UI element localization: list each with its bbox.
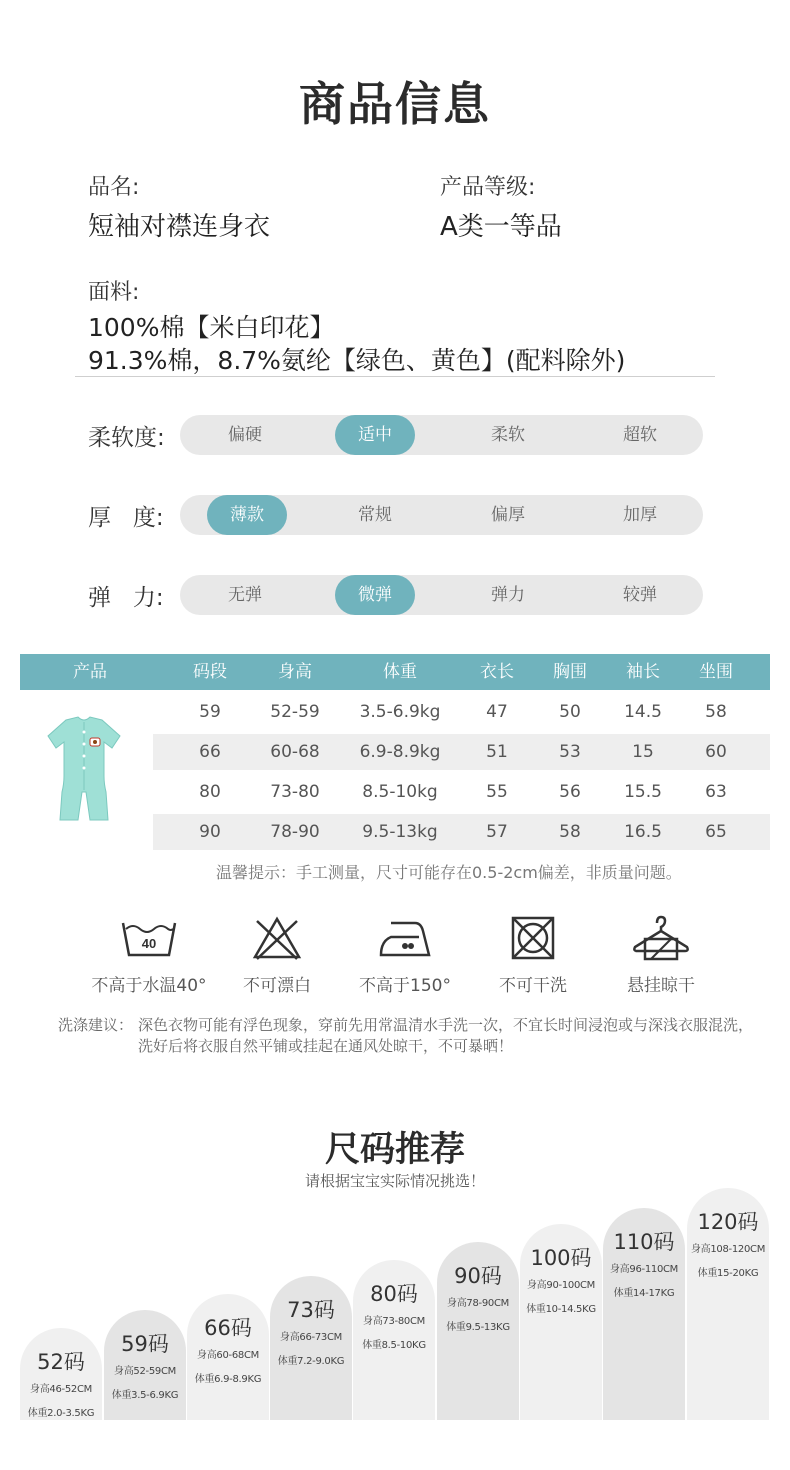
table-row	[153, 694, 770, 730]
care-item	[586, 915, 736, 996]
cell-length: 57	[486, 822, 508, 842]
cell-weight: 9.5-13kg	[362, 822, 438, 842]
bar-size: 100码	[530, 1246, 592, 1270]
elasticity-label: 弹 力:	[88, 585, 164, 611]
cell-seat: 65	[705, 822, 727, 842]
bar-weight: 体重2.0-3.5KG	[27, 1408, 95, 1419]
wash-temp: 40	[141, 936, 157, 951]
softness-option: 超软	[623, 425, 657, 445]
cell-size: 90	[199, 822, 221, 842]
bar-weight: 体重9.5-13KG	[446, 1322, 510, 1333]
cell-chest: 50	[559, 702, 581, 722]
header-seat: 坐围	[699, 662, 733, 682]
care-label: 悬挂晾干	[627, 976, 695, 996]
divider	[75, 376, 715, 377]
cell-sleeve: 15.5	[624, 782, 662, 802]
size-bar	[187, 1294, 269, 1420]
care-label: 不高于水温40°	[91, 976, 207, 996]
wash-advice-text: 深色衣物可能有浮色现象，穿前先用常温清水手洗一次，不宜长时间浸泡或与深浅衣服混洗，洗好后将衣服自然平铺或挂起在通风处晾干，不可暴晒！	[138, 1016, 754, 1055]
bar-height: 身高66-73CM	[280, 1332, 342, 1343]
header-height: 身高	[278, 662, 312, 682]
elasticity-option: 较弹	[623, 585, 657, 605]
bar-weight: 体重3.5-6.9KG	[111, 1390, 179, 1401]
recommend-subtitle: 请根据宝宝实际情况挑选！	[304, 1172, 485, 1190]
bar-weight: 体重8.5-10KG	[362, 1340, 426, 1351]
bar-height: 身高52-59CM	[114, 1366, 176, 1377]
size-bar	[520, 1224, 602, 1420]
size-bar	[687, 1188, 769, 1420]
grade-value: A类一等品	[440, 212, 562, 242]
cell-chest: 56	[559, 782, 581, 802]
header-product: 产品	[73, 662, 107, 682]
care-label: 不可漂白	[243, 976, 311, 996]
thickness-option: 常规	[358, 505, 392, 525]
size-bar	[20, 1328, 102, 1420]
wash-advice-label: 洗涤建议：	[58, 1016, 134, 1034]
bar-weight: 体重10-14.5KG	[526, 1304, 596, 1315]
care-label: 不高于150°	[359, 976, 451, 996]
bar-size: 120码	[697, 1210, 759, 1234]
bar-size: 80码	[370, 1282, 418, 1306]
header-sleeve: 袖长	[626, 662, 660, 682]
size-bar	[353, 1260, 435, 1420]
bar-weight: 体重6.9-8.9KG	[194, 1374, 262, 1385]
cell-size: 66	[199, 742, 221, 762]
elasticity-scale	[180, 575, 703, 615]
bar-height: 身高108-120CM	[690, 1244, 766, 1255]
bar-size: 90码	[454, 1264, 502, 1288]
bar-weight: 体重15-20KG	[697, 1268, 759, 1279]
page-title: 商品信息	[299, 77, 491, 131]
bar-height: 身高73-80CM	[363, 1316, 425, 1327]
iron-150-icon	[375, 915, 435, 961]
grade-label: 产品等级:	[440, 175, 536, 200]
cell-height: 78-90	[270, 822, 320, 842]
table-row	[153, 774, 770, 810]
elasticity-option-selected: 微弹	[335, 575, 415, 615]
header-length: 衣长	[480, 662, 514, 682]
header-size: 码段	[193, 662, 227, 682]
bar-size: 73码	[287, 1298, 335, 1322]
softness-scale	[180, 415, 703, 455]
size-bar	[270, 1276, 352, 1420]
fabric-line-2: 91.3%棉，8.7%氨纶【绿色、黄色】(配料除外)	[88, 346, 626, 375]
elasticity-row	[88, 575, 703, 615]
no-dry-clean-icon	[503, 915, 563, 961]
cell-size: 80	[199, 782, 221, 802]
bar-size: 110码	[613, 1230, 675, 1254]
thickness-label: 厚 度:	[88, 505, 164, 531]
bar-height: 身高96-110CM	[609, 1264, 679, 1275]
cell-height: 60-68	[270, 742, 320, 762]
cell-weight: 6.9-8.9kg	[359, 742, 441, 762]
cell-chest: 53	[559, 742, 581, 762]
bar-height: 身高78-90CM	[447, 1298, 509, 1309]
cell-sleeve: 15	[632, 742, 654, 762]
name-value: 短袖对襟连身衣	[88, 212, 271, 242]
bar-height: 身高90-100CM	[526, 1280, 596, 1291]
wash-40-icon	[119, 915, 179, 961]
cell-weight: 3.5-6.9kg	[359, 702, 441, 722]
name-label: 品名:	[88, 175, 140, 200]
size-table-header	[20, 654, 770, 690]
elasticity-option: 弹力	[491, 585, 525, 605]
softness-option-selected: 适中	[335, 415, 415, 455]
header-weight: 体重	[383, 662, 417, 682]
thickness-option: 加厚	[623, 505, 657, 525]
bar-height: 身高60-68CM	[197, 1350, 259, 1361]
cell-weight: 8.5-10kg	[362, 782, 438, 802]
cell-seat: 63	[705, 782, 727, 802]
no-bleach-icon	[247, 915, 307, 961]
care-label: 不可干洗	[499, 976, 567, 996]
cell-length: 51	[486, 742, 508, 762]
header-chest: 胸围	[553, 662, 587, 682]
cell-length: 55	[486, 782, 508, 802]
cell-length: 47	[486, 702, 508, 722]
elasticity-option: 无弹	[228, 585, 262, 605]
table-row	[153, 814, 770, 850]
thickness-option-selected: 薄款	[207, 495, 287, 535]
bar-size: 59码	[121, 1332, 169, 1356]
bar-size: 52码	[37, 1350, 85, 1374]
romper-image	[44, 714, 124, 826]
cell-chest: 58	[559, 822, 581, 842]
cell-sleeve: 16.5	[624, 822, 662, 842]
fabric-line-1: 100%棉【米白印花】	[88, 313, 335, 342]
cell-sleeve: 14.5	[624, 702, 662, 722]
size-bar	[104, 1310, 186, 1420]
bar-height: 身高46-52CM	[30, 1384, 92, 1395]
cell-seat: 60	[705, 742, 727, 762]
thickness-row	[88, 495, 703, 535]
size-bar	[603, 1208, 685, 1420]
size-bar	[437, 1242, 519, 1420]
measurement-note: 温馨提示：手工测量，尺寸可能存在0.5-2cm偏差，非质量问题。	[216, 863, 682, 882]
cell-height: 73-80	[270, 782, 320, 802]
softness-row	[88, 415, 703, 455]
bar-size: 66码	[204, 1316, 252, 1340]
bar-weight: 体重7.2-9.0KG	[277, 1356, 345, 1367]
recommend-title: 尺码推荐	[324, 1130, 465, 1170]
fabric-label: 面料:	[88, 280, 140, 305]
cell-size: 59	[199, 702, 221, 722]
softness-option: 柔软	[491, 425, 525, 445]
cell-height: 52-59	[270, 702, 320, 722]
softness-label: 柔软度:	[88, 425, 165, 451]
cell-seat: 58	[705, 702, 727, 722]
bar-weight: 体重14-17KG	[613, 1288, 675, 1299]
table-row	[153, 734, 770, 770]
thickness-scale	[180, 495, 703, 535]
hang-dry-icon	[631, 915, 691, 961]
softness-option: 偏硬	[228, 425, 262, 445]
thickness-option: 偏厚	[491, 505, 525, 525]
